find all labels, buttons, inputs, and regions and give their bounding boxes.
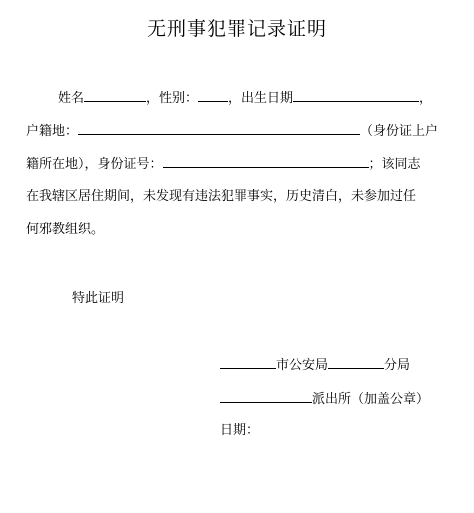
document-title: 无刑事犯罪记录证明 <box>146 18 327 40</box>
id-number-line <box>26 154 421 174</box>
station-blank <box>220 389 312 403</box>
date-label: 日期： <box>220 423 260 438</box>
gender-label: ，性别： <box>146 91 199 106</box>
gender-blank <box>198 88 228 102</box>
sub-bureau-blank <box>328 355 384 369</box>
date-line <box>220 422 259 440</box>
household-label: 户籍地： <box>26 124 79 139</box>
household-blank <box>78 121 360 135</box>
name-label: 姓名 <box>58 91 85 106</box>
city-blank <box>220 355 276 369</box>
certify-text: 特此证明 <box>72 291 125 306</box>
statement-line-3: 何邪教组织。 <box>26 222 105 237</box>
comma: ， <box>419 91 433 106</box>
statement-line-2: 在我辖区居住期间，未发现有违法犯罪事实，历史清白，未参加过任 <box>26 189 417 204</box>
city-bureau-label: 市公安局 <box>276 358 329 373</box>
station-line <box>220 389 429 409</box>
statement-start: ；该同志 <box>368 157 421 172</box>
police-station-label: 派出所（加盖公章） <box>312 392 430 407</box>
household-line <box>26 121 438 141</box>
birth-date-blank <box>293 88 419 102</box>
name-blank <box>84 88 146 102</box>
id-number-blank <box>163 154 369 168</box>
name-gender-birth-line <box>58 88 432 108</box>
sub-bureau-label: 分局 <box>384 358 411 373</box>
bureau-line <box>220 355 410 375</box>
birth-label: ，出生日期 <box>228 91 294 106</box>
household-location-label: 籍所在地），身份证号： <box>26 157 163 172</box>
id-note: （身份证上户 <box>360 124 439 139</box>
